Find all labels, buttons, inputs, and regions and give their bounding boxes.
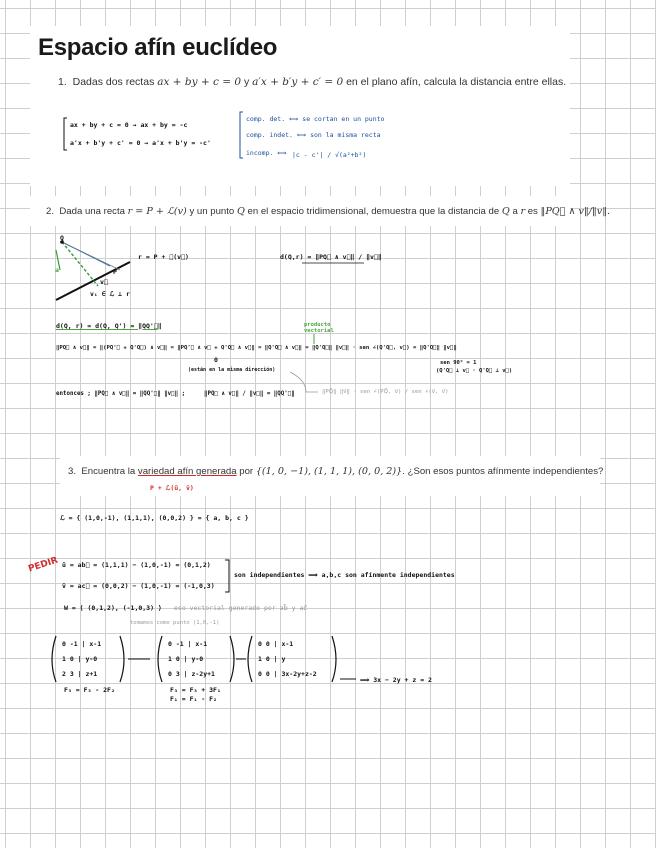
matrix-3-row-1: 0 0 | x-1 [258,640,294,648]
q2-step3-gray: ‖PQ⃗‖ ‖v⃗‖ · sen ∠(PQ⃗, v⃗) / sen ∠(v⃗, v⃗) [322,389,449,395]
m3-paren-right [332,636,336,682]
q1-note-2: comp. indet. ⟺ son la misma recta [246,131,381,139]
sketch-label-v: v⃗ [100,278,108,286]
q1-note-3-fraction: |c - c'| / √(a²+b²) [292,151,367,159]
q1-system-line1: ax + by + c = 0 → ax + by = -c [70,121,188,129]
q1-text-c: en el plano afín, calcula la distancia entre ellas. [346,76,567,88]
matrix-1-row-2: 1 0 | y-0 [62,655,98,663]
sketch-perpendicular [62,242,98,286]
m3-paren-left [248,636,252,682]
sketch-ray [62,242,120,270]
q1-number: 1. [58,76,67,88]
q2-step3: entonces ; ‖PQ⃗ ∧ v⃗‖ = ‖QQ'⃗‖ ‖v⃗‖ ; [56,391,186,397]
q2-step2: ‖PQ⃗ ∧ v⃗‖ = ‖(PQ'⃗ + Q'Q⃗) ∧ v⃗‖ = ‖PQ'⃗ ∧ v⃗ + Q'Q⃗ ∧ v⃗‖ = ‖Q'Q⃗ ∧ v⃗‖ = ‖Q'Q⃗‖ ‖v⃗‖ · sen ∠(Q'Q⃗, v⃗) = ‖Q'Q⃗‖ ‖v⃗‖ [56,345,457,351]
q3-text-c: . ¿Son esos puntos afínmente independientes? [402,466,604,477]
q2-number: 2. [46,206,55,217]
q3-w-gray-2: tomamos como punto (1,0,-1) [130,620,220,626]
q3-red-note: P + ℒ(ū, v̄) [150,484,194,492]
q3-pedir: PEDIR [27,555,60,575]
sketch-label-perp: vᵢ ∈ ℒ ⊥ r [90,290,130,298]
green-note: producto vectorial [304,322,334,334]
q1-text-b: y [244,76,250,88]
q2-step2-sub: sen 90° = 1 [440,360,477,366]
q3-w-line: W = ⟨ (0,1,2), (-1,0,3) ⟩ [64,604,162,612]
matrix-3-row-2: 1 0 | y [258,655,286,663]
q2-var-q: Q [236,206,245,217]
q3-independence: son independientes ⟹ a,b,c son afínmente independientes [234,571,455,579]
q3-v-line: v̄ = ac⃗ = (0,0,2) − (1,0,-1) = (-1,0,3) [62,582,215,590]
question-3 [68,466,603,477]
row-op-1: F₃ = F₃ - 2F₂ [64,686,115,694]
q1-eq1: ax + by + c = 0 [157,76,242,88]
q2-text-d: a [512,206,518,217]
q2-step2-zero: 0 [214,356,218,364]
q3-text-b: por [239,466,254,477]
q3-number: 3. [68,466,77,477]
sketch-label-p: P [113,268,117,276]
row-op-2a: F₃ = F₃ + 3F₁ [170,686,221,694]
matrix-1-row-1: 0 -1 | x-1 [62,640,102,648]
q2-step1: d(Q, r) = d(Q, Q') = ‖QQ'⃗‖ [56,322,162,330]
q2-step2-note: (están en la misma dirección) [188,367,276,373]
q2-eq1: r = P + ℒ(v) [127,206,187,217]
q2-text-e: es [527,206,538,217]
m1-paren-right [120,636,124,682]
matrix-2-row-2: 1 0 | y-0 [168,655,204,663]
q1-note-3: incomp. ⟺ [246,149,287,157]
q3-line1: ℒ = { (1,0,-1), (1,1,1), (0,0,2) } = { a, b, c } [60,514,249,522]
q2-var-r: r [520,206,526,217]
gray-arrow [290,372,318,392]
sketch-line-equation: r = P + ℒ(v⃗) [138,253,189,261]
q2-formula: ‖PQ⃗ ∧ v‖/‖v‖. [540,206,611,217]
q3-indep-brace [225,560,229,592]
row-op-2b: F₁ = F₁ - F₂ [170,695,217,703]
m1-paren-left [52,636,56,682]
q2-text-a: Dada una recta [59,206,125,217]
q1-eq2: a′x + b′y + c′ = 0 [252,76,344,88]
q3-text-a: Encuentra la [81,466,136,477]
m2-paren-left [158,636,162,682]
q2-var-q-2: Q [501,206,510,217]
q2-step2-sub2: (Q'Q⃗ ⊥ v⃗ · Q'Q⃗ ⊥ v⃗) [436,368,513,374]
sketch-label-q: Q [60,234,64,242]
m2-paren-right [230,636,234,682]
q3-underlined: variedad afín generada [137,466,237,477]
page-title: Espacio afín euclídeo [38,34,278,61]
sketch-label-a: a [55,266,59,274]
matrix-2-row-1: 0 -1 | x-1 [168,640,208,648]
q3-u-line: ū = ab⃗ = (1,1,1) − (1,0,-1) = (0,1,2) [62,561,211,569]
matrix-2-row-3: 0 3 | z-2y+1 [168,670,215,678]
matrix-3-row-3: 0 0 | 3x-2y+z-2 [258,670,317,678]
distance-definition: d(Q,r) = ‖PQ⃗ ∧ v⃗‖ / ‖v⃗‖ [280,253,382,261]
q3-set: {(1, 0, −1), (1, 1, 1), (0, 0, 2)} [255,466,403,477]
q3-result: ⟹ 3x − 2y + z = 2 [360,676,432,684]
q1-system-line2: a'x + b'y + c' = 0 → a'x + b'y = -c' [70,139,211,147]
q1-note-1: comp. det. ⟺ se cortan en un punto [246,115,385,123]
q2-text-b: y un punto [189,206,235,217]
q2-text-c: en el espacio tridimensional, demuestra que la distancia de [247,206,500,217]
q1-notes-brace [240,112,243,158]
q2-step3-frac: ‖PQ⃗ ∧ v⃗‖ / ‖v⃗‖ = ‖QQ'⃗‖ [204,391,295,397]
q3-w-gray: eso vectorial generado por ab⃗ y ac⃗ [174,604,307,612]
q1-text-a: Dadas dos rectas [72,76,155,88]
matrix-1-row-3: 2 3 | z+1 [62,670,98,678]
q1-system-brace [64,118,67,150]
